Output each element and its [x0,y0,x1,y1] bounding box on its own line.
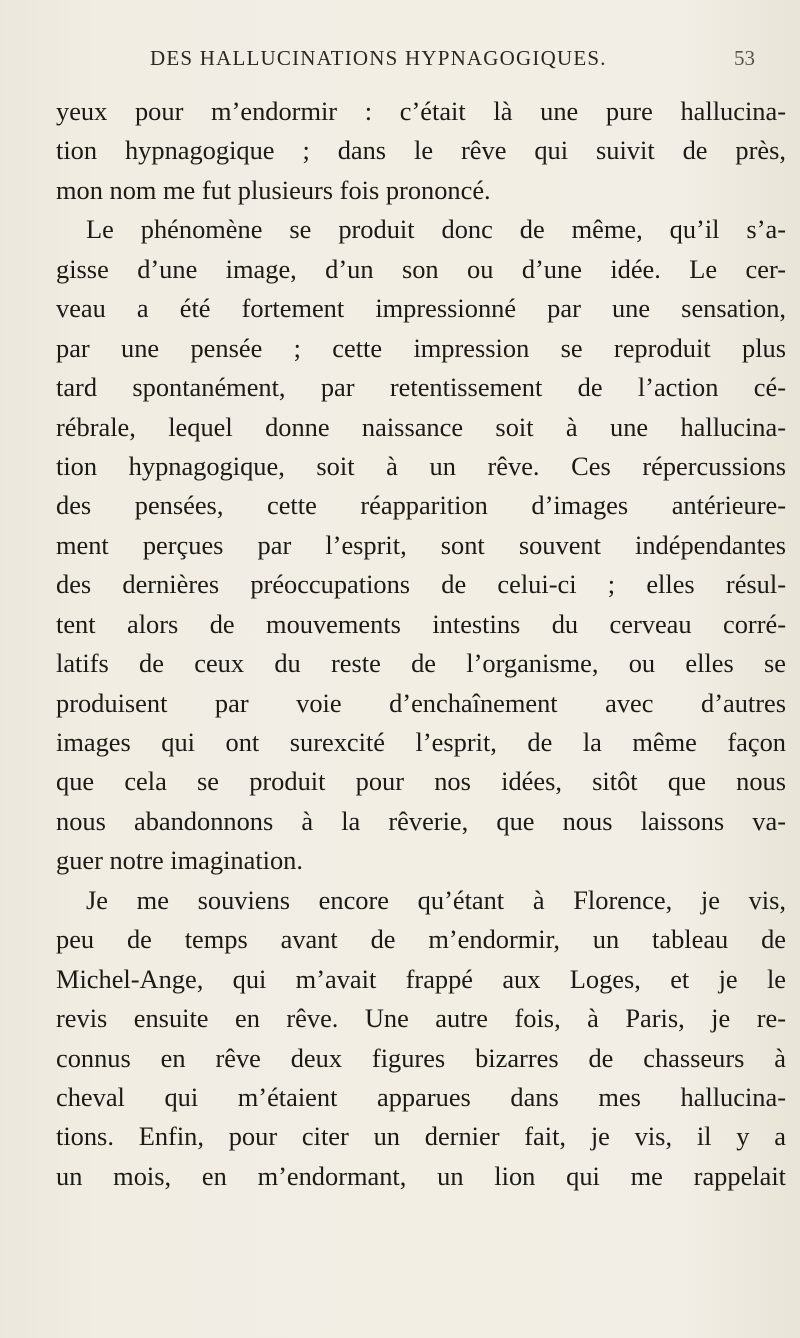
text-line: nous abandonnons à la rêverie, que nous laissons va- [56,805,786,836]
text-line: que cela se produit pour nos idées, sitôt que nous [56,766,786,797]
text-line: tent alors de mouvements intestins du cerveau corré- [56,608,786,639]
text-line: revis ensuite en rêve. Une autre fois, à Paris, je re- [56,1003,786,1034]
text-line: cheval qui m’étaient apparues dans mes hallucina- [56,1081,786,1112]
text-line: ment perçues par l’esprit, sont souvent indépendantes [56,529,786,560]
page-header [0,46,800,76]
page-number: 53 [734,46,755,70]
text-line: latifs de ceux du reste de l’organisme, ou elles se [56,648,786,679]
text-line: tard spontanément, par retentissement de l’action cé- [56,372,786,403]
text-line: peu de temps avant de m’endormir, un tableau de [56,924,786,955]
running-head: DES HALLUCINATIONS HYPNAGOGIQUES. [150,46,607,70]
text-line: tions. Enfin, pour citer un dernier fait, je vis, il y a [56,1121,786,1152]
body-text [56,92,786,1196]
text-line: tion hypnagogique, soit à un rêve. Ces répercussions [56,450,786,481]
text-line: tion hypnagogique ; dans le rêve qui suivit de près, [56,135,786,166]
text-line: veau a été fortement impressionné par une sensation, [56,293,786,324]
text-line: des pensées, cette réapparition d’images antérieure- [56,490,786,521]
text-line: gisse d’une image, d’un son ou d’une idée. Le cer- [56,253,786,284]
text-line: guer notre imagination. [56,845,303,876]
text-line: Je me souviens encore qu’étant à Florence, je vis, [86,884,786,915]
text-line: par une pensée ; cette impression se reproduit plus [56,332,786,363]
text-line: des dernières préoccupations de celui-ci ; elles résul- [56,569,786,600]
text-line: Michel-Ange, qui m’avait frappé aux Loges, et je le [56,963,786,994]
text-line: Le phénomène se produit donc de même, qu’il s’a- [86,214,786,245]
text-line: connus en rêve deux figures bizarres de chasseurs à [56,1042,786,1073]
text-line: un mois, en m’endormant, un lion qui me rappelait [56,1160,786,1191]
text-line: yeux pour m’endormir : c’était là une pure hallucina- [56,96,786,126]
text-line: rébrale, lequel donne naissance soit à une hallucina- [56,411,786,442]
text-line: images qui ont surexcité l’esprit, de la même façon [56,727,786,757]
text-line: produisent par voie d’enchaînement avec d’autres [56,687,786,718]
text-line: mon nom me fut plusieurs fois prononcé. [56,174,491,205]
